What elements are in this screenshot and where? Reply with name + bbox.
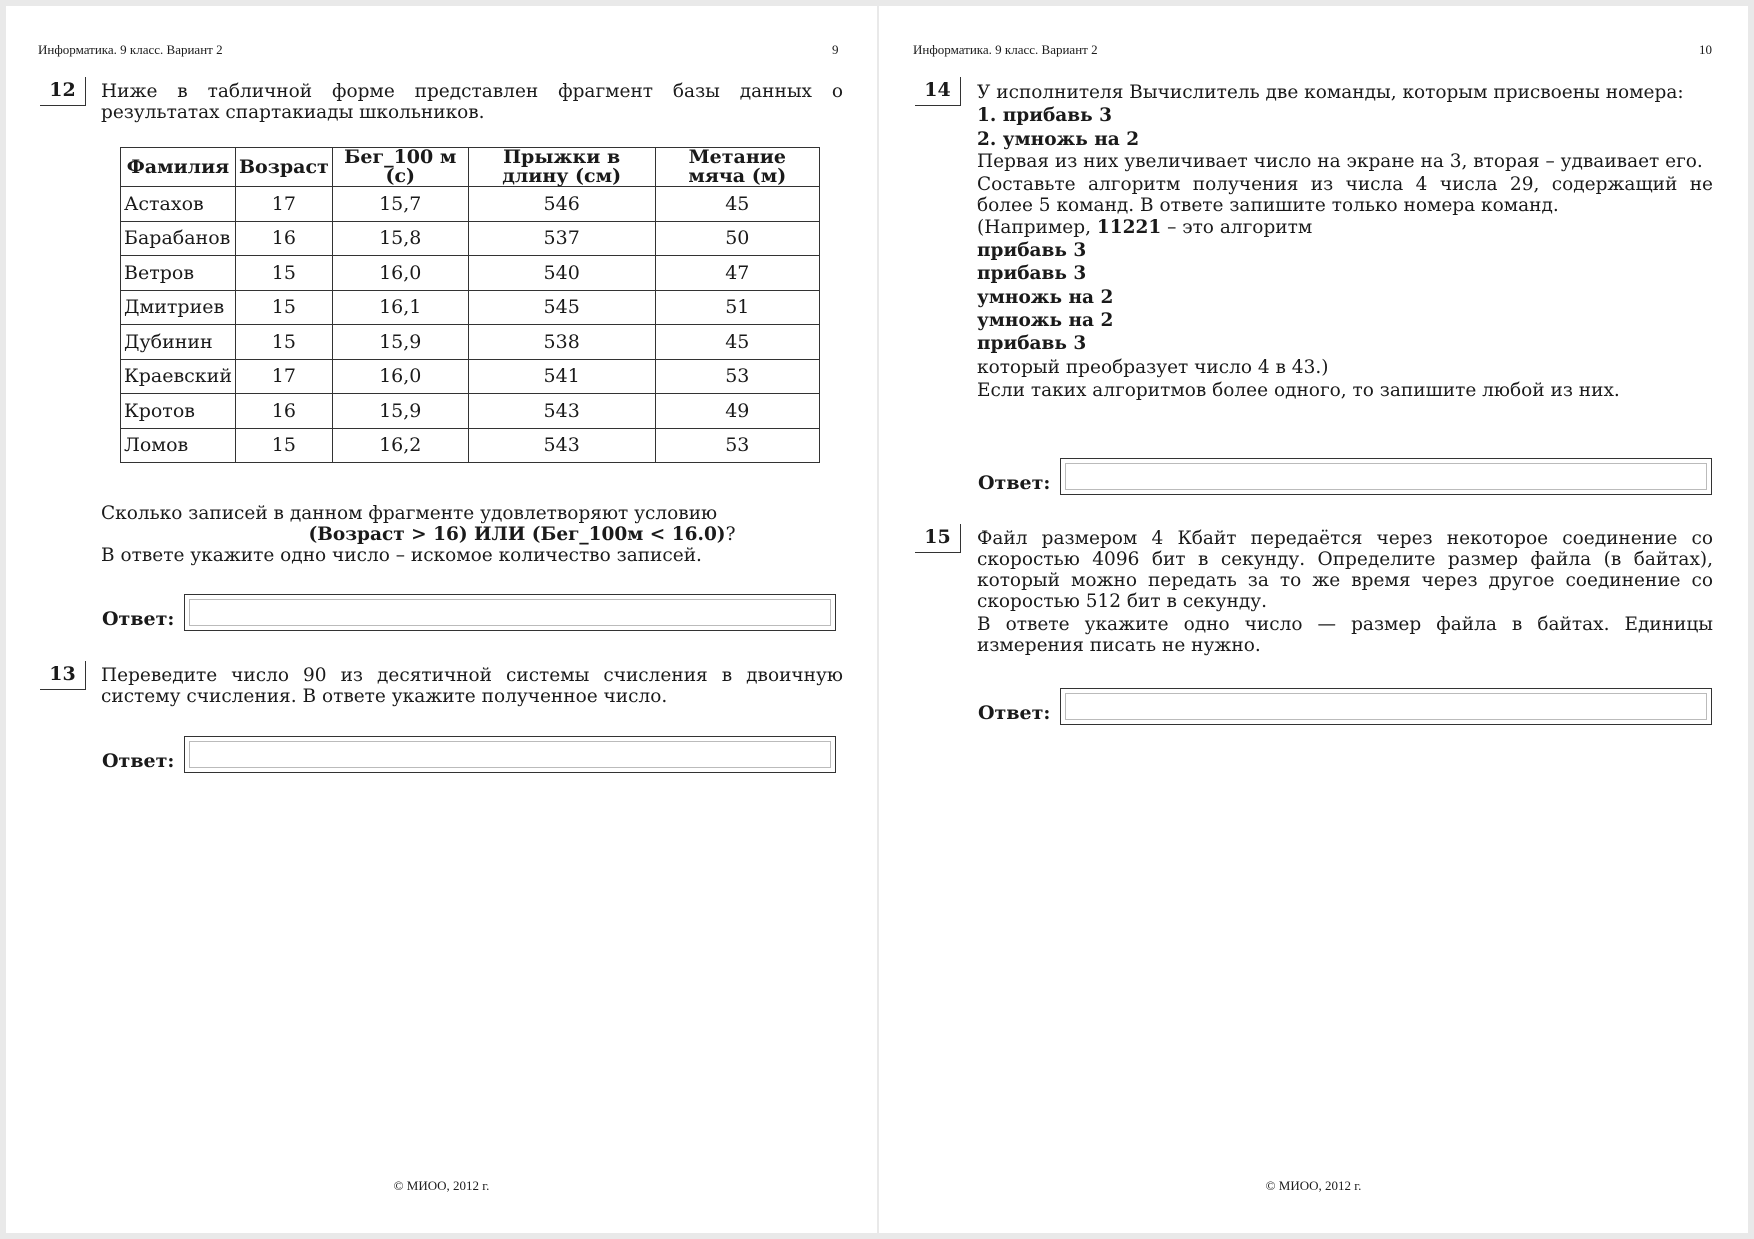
q14-step: прибавь 3 <box>977 240 1087 262</box>
table-cell: 45 <box>655 187 819 222</box>
table-header-cell: Прыжки в длину (см) <box>468 148 655 187</box>
q14-cmd1: 1. прибавь 3 <box>977 105 1113 127</box>
table-cell: 16,0 <box>332 256 468 291</box>
table-cell: 540 <box>468 256 655 291</box>
table-header-cell: Бег_100 м (с) <box>332 148 468 187</box>
table-row <box>121 325 820 360</box>
table-cell: 50 <box>655 221 819 256</box>
left-page <box>6 6 877 1233</box>
page-number: 9 <box>832 42 839 57</box>
table-header-row <box>121 148 820 187</box>
q13-text: Переведите число 90 из десятичной системы счисления в двоичную систему счисления. В ответе укажите полученное число. <box>101 665 843 707</box>
table-cell: Дмитриев <box>121 290 236 325</box>
table-row <box>121 290 820 325</box>
table-row <box>121 187 820 222</box>
page-footer: © МИОО, 2012 г. <box>393 1178 490 1193</box>
table-cell: 16,0 <box>332 359 468 394</box>
q14-example-code: 11221 <box>1096 216 1162 238</box>
q12-intro-text: Ниже в табличной форме представлен фрагмент базы данных о результатах спартакиады школьников. <box>101 81 843 123</box>
right-page <box>879 6 1748 1233</box>
q15-instruction: В ответе укажите одно число — размер файла в байтах. Единицы измерения писать не нужно. <box>977 614 1713 656</box>
table-row <box>121 256 820 291</box>
question-12-body <box>101 503 843 566</box>
table-cell: 47 <box>655 256 819 291</box>
question-15-body <box>977 528 1713 656</box>
table-cell: 15 <box>235 428 332 463</box>
answer-label-14: Ответ: <box>978 472 1051 494</box>
answer-box-13[interactable] <box>184 736 836 773</box>
q14-step: умножь на 2 <box>977 286 1114 308</box>
answer-label-12: Ответ: <box>102 608 175 630</box>
table-cell: 51 <box>655 290 819 325</box>
q12-question: Сколько записей в данном фрагменте удовлетворяют условию <box>101 503 718 524</box>
table-cell: 45 <box>655 325 819 360</box>
table-cell: 541 <box>468 359 655 394</box>
table-cell: 15 <box>235 325 332 360</box>
q12-condition-line <box>101 524 843 545</box>
table-cell: 16 <box>235 394 332 429</box>
question-number-13: 13 <box>40 661 86 690</box>
table-cell: 53 <box>655 359 819 394</box>
q14-note: Если таких алгоритмов более одного, то запишите любой из них. <box>977 379 1620 401</box>
q14-example-end: – это алгоритм <box>1161 216 1313 238</box>
q14-step: прибавь 3 <box>977 263 1087 285</box>
answer-label-15: Ответ: <box>978 702 1051 724</box>
table-cell: 546 <box>468 187 655 222</box>
table-header-cell: Фамилия <box>121 148 236 187</box>
table-cell: 17 <box>235 359 332 394</box>
q14-example-result: который преобразует число 4 в 43.) <box>977 356 1329 378</box>
q14-example-start: (Например, <box>977 216 1097 238</box>
table-cell: 15,8 <box>332 221 468 256</box>
table-cell: 49 <box>655 394 819 429</box>
page-header: Информатика. 9 класс. Вариант 2 <box>913 42 1098 57</box>
table-cell: Кротов <box>121 394 236 429</box>
table-cell: 16,2 <box>332 428 468 463</box>
answer-box-15[interactable] <box>1060 688 1712 725</box>
q14-step: прибавь 3 <box>977 333 1087 355</box>
table-cell: 15,9 <box>332 394 468 429</box>
q14-desc: Первая из них увеличивает число на экране на 3, вторая – удваивает его. <box>977 150 1703 172</box>
q15-text: Файл размером 4 Кбайт передаётся через некоторое соединение со скоростью 4096 бит в секунду. Определите размер файла (в байтах), который можно передать за то же время через другое соединение со скоростью 512 бит в секунду. <box>977 528 1713 612</box>
question-14-body <box>977 81 1713 402</box>
table-cell: 17 <box>235 187 332 222</box>
table-cell: Ветров <box>121 256 236 291</box>
table-cell: 15 <box>235 256 332 291</box>
table-cell: 545 <box>468 290 655 325</box>
question-13-text <box>101 665 843 707</box>
q14-example <box>977 216 1713 239</box>
table-row <box>121 428 820 463</box>
q12-instruction: В ответе укажите одно число – искомое количество записей. <box>101 545 702 566</box>
question-number-14: 14 <box>915 77 961 106</box>
table-cell: Барабанов <box>121 221 236 256</box>
question-12-intro <box>101 81 843 123</box>
table-cell: 15,9 <box>332 325 468 360</box>
table-row <box>121 394 820 429</box>
page-header: Информатика. 9 класс. Вариант 2 <box>38 42 223 57</box>
table-header-cell: Метание мяча (м) <box>655 148 819 187</box>
results-table <box>120 147 820 463</box>
table-cell: 15,7 <box>332 187 468 222</box>
table-cell: 53 <box>655 428 819 463</box>
answer-box-12[interactable] <box>184 594 836 631</box>
table-row <box>121 221 820 256</box>
question-number-15: 15 <box>915 524 961 553</box>
table-cell: 543 <box>468 394 655 429</box>
question-number-12: 12 <box>40 77 86 106</box>
q14-cmd2: 2. умножь на 2 <box>977 128 1140 150</box>
table-cell: 15 <box>235 290 332 325</box>
table-cell: Дубинин <box>121 325 236 360</box>
table-cell: 16 <box>235 221 332 256</box>
q12-condition: (Возраст > 16) ИЛИ (Бег_100м < 16.0) <box>308 524 726 545</box>
table-cell: 538 <box>468 325 655 360</box>
q14-intro: У исполнителя Вычислитель две команды, которым присвоены номера: <box>977 82 1684 103</box>
page-number: 10 <box>1699 42 1712 57</box>
table-cell: Краевский <box>121 359 236 394</box>
table-cell: Астахов <box>121 187 236 222</box>
table-cell: 537 <box>468 221 655 256</box>
answer-label-13: Ответ: <box>102 750 175 772</box>
q14-step: умножь на 2 <box>977 310 1114 332</box>
table-row <box>121 359 820 394</box>
q14-task: Составьте алгоритм получения из числа 4 числа 29, содержащий не более 5 команд. В ответе запишите только номера команд. <box>977 173 1713 216</box>
answer-box-14[interactable] <box>1060 458 1712 495</box>
q12-condition-end: ? <box>725 524 736 545</box>
table-cell: 16,1 <box>332 290 468 325</box>
table-cell: 543 <box>468 428 655 463</box>
table-header-cell: Возраст <box>235 148 332 187</box>
page-footer: © МИОО, 2012 г. <box>1265 1178 1362 1193</box>
table-cell: Ломов <box>121 428 236 463</box>
